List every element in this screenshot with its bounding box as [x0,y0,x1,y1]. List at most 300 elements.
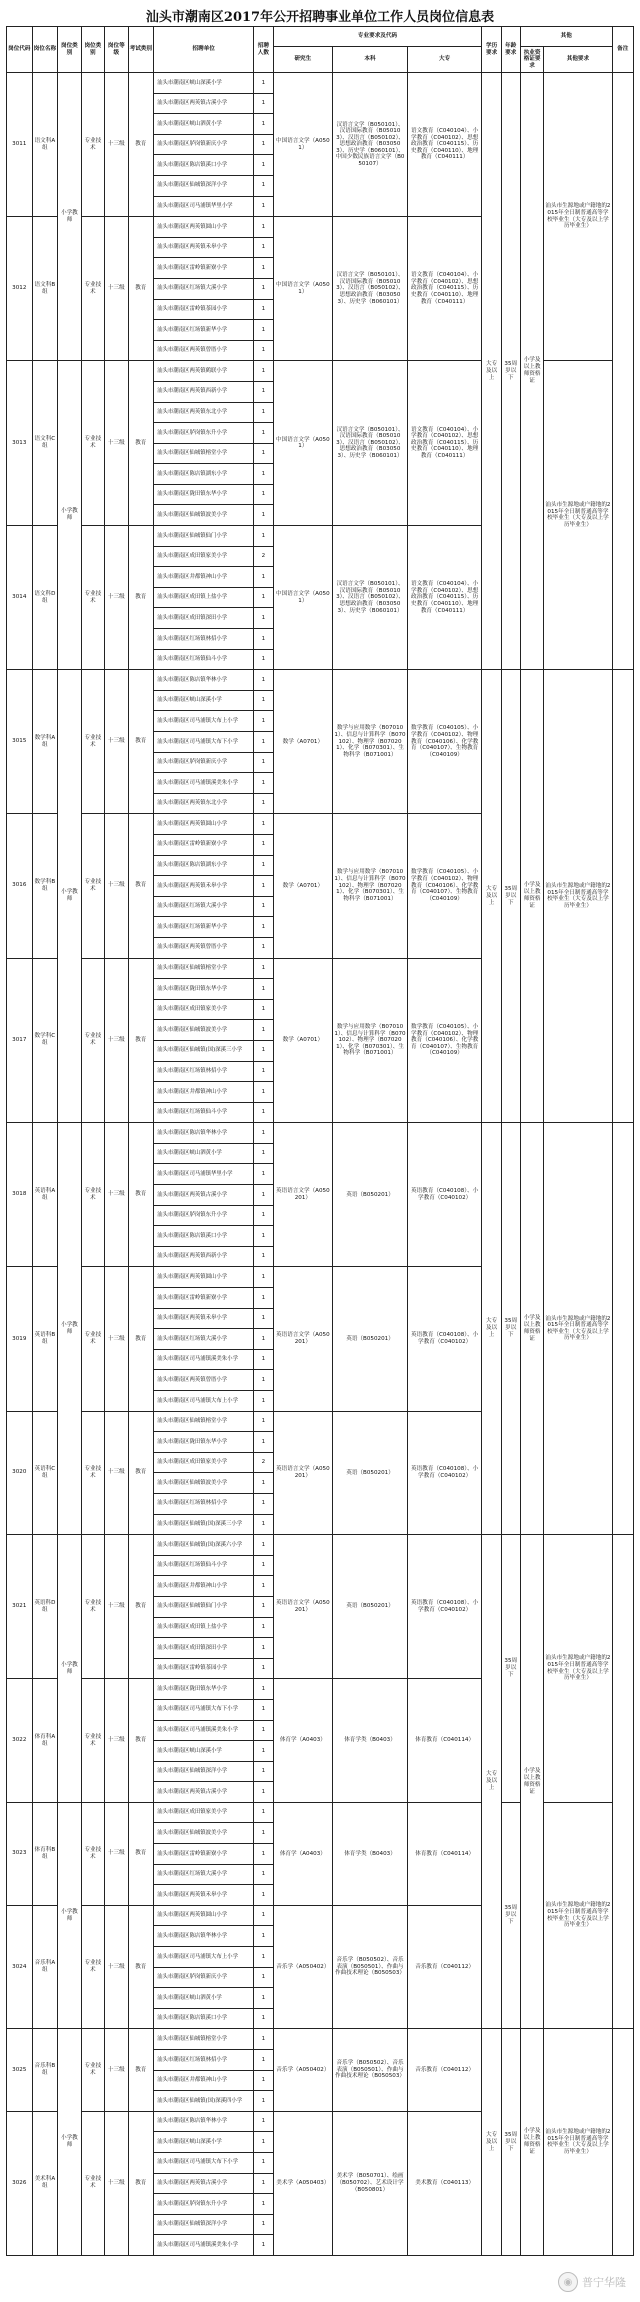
other-req: 汕头市生源地或户籍地的2015年全日制普通高等学校毕业生（大专及以上学历毕业生） [544,1802,612,2029]
cert-req: 小学及以上教师资格证 [520,1123,543,1535]
post-type: 小学教师 [58,361,81,670]
unit-count: 1 [254,2029,273,2050]
unit-count: 1 [254,2111,273,2132]
unit-count: 1 [254,649,273,670]
major-college: 数学教育（C040105）、小学教育（C040102）、物理教育（C040106）、化学教育（C040107）、生物教育（C040109） [407,814,482,958]
unit-name: 汕头市潮南区两英镇曾厝小学 [154,1370,254,1391]
post-name: 英语科A组 [32,1123,58,1267]
header-unit: 招聘单位 [154,27,254,73]
header-college: 大专 [407,47,482,73]
post-level: 十三级 [105,1679,128,1803]
unit-name: 汕头市潮南区雷岭镇新寮小学 [154,834,254,855]
unit-count: 1 [254,381,273,402]
unit-count: 1 [254,1370,273,1391]
unit-name: 汕头市潮南区胪岗镇东升小学 [154,2194,254,2215]
unit-count: 2 [254,546,273,567]
age-req: 35周岁以下 [501,1123,520,1535]
unit-name: 汕头市潮南区红场镇仙斗小学 [154,1102,254,1123]
edu-req: 大专及以上 [482,1123,501,1535]
unit-name: 汕头市潮南区成田镇家美小学 [154,546,254,567]
unit-name: 汕头市潮南区峡山深溪小学 [154,2132,254,2153]
unit-count: 1 [254,752,273,773]
major-college: 体育教育（C040114） [407,1679,482,1803]
major-bachelor: 音乐学（B050502）、音乐表演（B050501）、作曲与作曲技术理论（B050503） [333,1905,408,2029]
post-category: 专业技术 [81,73,104,217]
unit-count: 1 [254,1205,273,1226]
other-req: 汕头市生源地或户籍地的2015年全日制普通高等学校毕业生（大专及以上学历毕业生） [544,73,612,361]
unit-name: 汕头市潮南区两英镇禾皋小学 [154,237,254,258]
unit-name: 汕头市潮南区陈店镇华林小学 [154,1123,254,1144]
unit-name: 汕头市潮南区两英镇曾厝小学 [154,340,254,361]
post-exam: 教育 [128,1905,154,2029]
post-name: 数学科C组 [32,958,58,1123]
unit-name: 汕头市潮南区峡山泗黄小学 [154,1143,254,1164]
unit-name: 汕头市潮南区两英镇禾皋小学 [154,1308,254,1329]
unit-count: 1 [254,1143,273,1164]
unit-count: 1 [254,876,273,897]
unit-count: 1 [254,1988,273,2009]
remark [612,73,633,670]
unit-name: 汕头市潮南区峡山泗黄小学 [154,114,254,135]
major-bachelor: 英语（B050201） [333,1535,408,1679]
watermark [558,2272,626,2292]
unit-name: 汕头市潮南区两英镇古溪小学 [154,1782,254,1803]
post-code: 3025 [7,2029,33,2111]
post-exam: 教育 [128,361,154,526]
unit-name: 汕头市潮南区峡山深溪小学 [154,73,254,94]
unit-count: 1 [254,1761,273,1782]
major-grad: 中国语言文学（A0501） [273,217,333,361]
unit-name: 汕头市潮南区司马浦镇大布下小学 [154,2152,254,2173]
post-level: 十三级 [105,958,128,1123]
unit-count: 1 [254,134,273,155]
unit-name: 汕头市潮南区陈店镇溪口小学 [154,155,254,176]
major-grad: 英语语言文学（A050201） [273,1267,333,1411]
unit-count: 1 [254,1040,273,1061]
unit-name: 汕头市潮南区井都镇神山小学 [154,567,254,588]
post-level: 十三级 [105,1267,128,1411]
major-grad: 中国语言文学（A0501） [273,361,333,526]
unit-count: 1 [254,1308,273,1329]
post-code: 3020 [7,1411,33,1535]
unit-name: 汕头市潮南区司马浦镇溪美朱小学 [154,2235,254,2256]
unit-count: 1 [254,855,273,876]
edu-req: 大专及以上 [482,73,501,670]
post-name: 英语科B组 [32,1267,58,1411]
unit-name: 汕头市潮南区两英镇古溪小学 [154,1185,254,1206]
post-name: 语文科C组 [32,361,58,526]
unit-count: 1 [254,2214,273,2235]
unit-count: 1 [254,773,273,794]
edu-req: 大专及以上 [482,2029,501,2256]
unit-count: 1 [254,917,273,938]
unit-name: 汕头市潮南区红场镇大溪小学 [154,278,254,299]
unit-count: 1 [254,732,273,753]
unit-count: 1 [254,834,273,855]
major-college: 语文教育（C040104）、小学教育（C040102）、思想政治教育（C040115）、历史教育（C040110）、地理教育（C040111） [407,217,482,361]
unit-count: 1 [254,1473,273,1494]
post-level: 十三级 [105,1411,128,1535]
unit-count: 1 [254,1514,273,1535]
table-row [7,1535,634,1556]
unit-name: 汕头市潮南区两英镇圆山小学 [154,217,254,238]
cert-req: 小学及以上教师资格证 [520,670,543,1123]
unit-count: 1 [254,1020,273,1041]
unit-name: 汕头市潮南区仙城镇波美小学 [154,505,254,526]
unit-count: 1 [254,1679,273,1700]
major-college: 数学教育（C040105）、小学教育（C040102）、物理教育（C040106）、化学教育（C040107）、生物教育（C040109） [407,670,482,814]
unit-name: 汕头市潮南区司马浦镇大布下小学 [154,732,254,753]
unit-count: 1 [254,1823,273,1844]
unit-name: 汕头市潮南区仙城镇(国)深溪三小学 [154,1514,254,1535]
unit-name: 汕头市潮南区红场镇新华小学 [154,917,254,938]
unit-count: 1 [254,2152,273,2173]
table-body [7,73,634,2256]
major-bachelor: 音乐学（B050502）、音乐表演（B050501）、作曲与作曲技术理论（B050503） [333,2029,408,2111]
post-code: 3014 [7,526,33,670]
remark [612,670,633,1123]
unit-count: 1 [254,217,273,238]
major-bachelor: 汉语言文学（B050101）、汉语国际教育（B050103）、汉语言（B050102）、思想政治教育（B030503）、历史学（B060101）、中国少数民族语言文学（B050107） [333,73,408,217]
header-code: 岗位代码 [7,27,33,73]
unit-name: 汕头市潮南区成田镇上盐小学 [154,587,254,608]
edu-req: 大专及以上 [482,1535,501,2029]
unit-name: 汕头市潮南区两英镇东北小学 [154,793,254,814]
unit-count: 1 [254,2050,273,2071]
unit-name: 汕头市潮南区两英镇西新小学 [154,381,254,402]
major-grad: 体育学（A0403） [273,1802,333,1905]
unit-name: 汕头市潮南区成田镇家美小学 [154,999,254,1020]
header-category: 岗位类别 [81,27,104,73]
unit-name: 汕头市潮南区井都镇神山小学 [154,1082,254,1103]
unit-name: 汕头市潮南区司马浦镇大布上小学 [154,1947,254,1968]
post-category: 专业技术 [81,2029,104,2111]
unit-count: 1 [254,1226,273,1247]
unit-count: 1 [254,1905,273,1926]
post-type: 小学教师 [58,670,81,1123]
major-college: 数学教育（C040105）、小学教育（C040102）、物理教育（C040106）、化学教育（C040107）、生物教育（C040109） [407,958,482,1123]
unit-count: 1 [254,1638,273,1659]
post-level: 十三级 [105,2111,128,2255]
header-cert: 执业资格证要求 [520,47,543,73]
post-code: 3026 [7,2111,33,2255]
unit-name: 汕头市潮南区两英镇西新小学 [154,1246,254,1267]
unit-count: 1 [254,2070,273,2091]
post-name: 语文科B组 [32,217,58,361]
unit-count: 1 [254,979,273,1000]
post-exam: 教育 [128,1411,154,1535]
major-grad: 中国语言文学（A0501） [273,73,333,217]
post-category: 专业技术 [81,1802,104,1905]
major-college: 美术教育（C040113） [407,2111,482,2255]
post-code: 3018 [7,1123,33,1267]
other-req: 汕头市生源地或户籍地的2015年全日制普通高等学校毕业生（大专及以上学历毕业生） [544,1123,612,1535]
post-code: 3011 [7,73,33,217]
unit-count: 1 [254,464,273,485]
unit-count: 1 [254,1596,273,1617]
post-type: 小学教师 [58,73,81,361]
unit-count: 1 [254,1720,273,1741]
unit-name: 汕头市潮南区司马浦镇大布上小学 [154,711,254,732]
unit-name: 汕头市潮南区成田镇上盐小学 [154,1617,254,1638]
post-name: 英语科D组 [32,1535,58,1679]
unit-name: 汕头市潮南区司马浦镇华里小学 [154,1164,254,1185]
unit-name: 汕头市潮南区陇田镇东华小学 [154,1432,254,1453]
unit-count: 1 [254,587,273,608]
unit-count: 1 [254,237,273,258]
unit-name: 汕头市潮南区峡山深溪小学 [154,1741,254,1762]
major-bachelor: 汉语言文学（B050101）、汉语国际教育（B050103）、汉语言（B050102）、思想政治教育（B030503）、历史学（B060101） [333,361,408,526]
unit-count: 1 [254,670,273,691]
other-req: 汕头市生源地或户籍地的2015年全日制普通高等学校毕业生（大专及以上学历毕业生） [544,2029,612,2256]
major-bachelor: 数学与应用数学（B070101）、信息与计算科学（B070102）、物理学（B070201）、化学（B070301）、生物科学（B071001） [333,670,408,814]
post-level: 十三级 [105,526,128,670]
post-type: 小学教师 [58,2029,81,2256]
post-code: 3024 [7,1905,33,2029]
post-category: 专业技术 [81,814,104,958]
unit-name: 汕头市潮南区井都镇神山小学 [154,2070,254,2091]
post-name: 体育科A组 [32,1679,58,1803]
unit-name: 汕头市潮南区仙城镇仙门小学 [154,1596,254,1617]
unit-name: 汕头市潮南区红场镇林招小学 [154,629,254,650]
unit-name: 汕头市潮南区红场镇林招小学 [154,2050,254,2071]
unit-count: 1 [254,1617,273,1638]
unit-count: 1 [254,1102,273,1123]
unit-name: 汕头市潮南区陇田镇东华小学 [154,1679,254,1700]
unit-count: 1 [254,999,273,1020]
unit-name: 汕头市潮南区陈店镇溪口小学 [154,2008,254,2029]
post-level: 十三级 [105,1123,128,1267]
major-college: 语文教育（C040104）、小学教育（C040102）、思想政治教育（C040115）、历史教育（C040110）、地理教育（C040111） [407,361,482,526]
unit-count: 1 [254,1967,273,1988]
post-type: 小学教师 [58,1535,81,1803]
post-exam: 教育 [128,1535,154,1679]
unit-name: 汕头市潮南区峡山深溪小学 [154,690,254,711]
unit-name: 汕头市潮南区井都镇神山小学 [154,1576,254,1597]
unit-name: 汕头市潮南区仙城镇深洋小学 [154,1761,254,1782]
post-code: 3013 [7,361,33,526]
post-category: 专业技术 [81,217,104,361]
unit-count: 1 [254,1885,273,1906]
unit-count: 1 [254,2173,273,2194]
table-row [7,2029,634,2050]
unit-count: 1 [254,175,273,196]
remark [612,1535,633,2029]
unit-name: 汕头市潮南区仙城镇波美小学 [154,1473,254,1494]
unit-count: 1 [254,1164,273,1185]
unit-count: 2 [254,1452,273,1473]
unit-name: 汕头市潮南区司马浦镇大布上小学 [154,1391,254,1412]
unit-count: 1 [254,443,273,464]
post-level: 十三级 [105,73,128,217]
unit-name: 汕头市潮南区两英镇圆山小学 [154,1267,254,1288]
header-type: 岗位类别 [58,27,81,73]
unit-count: 1 [254,1555,273,1576]
unit-name: 汕头市潮南区红场镇林招小学 [154,1061,254,1082]
unit-count: 1 [254,1864,273,1885]
unit-count: 1 [254,1329,273,1350]
post-level: 十三级 [105,2029,128,2111]
unit-count: 1 [254,1658,273,1679]
unit-count: 1 [254,958,273,979]
unit-count: 1 [254,1349,273,1370]
unit-count: 1 [254,896,273,917]
unit-name: 汕头市潮南区胪岗镇东升小学 [154,1205,254,1226]
major-college: 英语教育（C040108）、小学教育（C040102） [407,1411,482,1535]
cert-req: 小学及以上教师资格证 [520,73,543,670]
post-code: 3022 [7,1679,33,1803]
unit-name: 汕头市潮南区红场镇大溪小学 [154,896,254,917]
unit-count: 1 [254,1782,273,1803]
unit-name: 汕头市潮南区司马浦镇溪美朱小学 [154,773,254,794]
unit-count: 1 [254,114,273,135]
watermark-text: 普宁华隆 [582,2276,626,2289]
unit-count: 1 [254,196,273,217]
major-bachelor: 体育学类（B0403） [333,1802,408,1905]
unit-name: 汕头市潮南区仙城镇深洋小学 [154,2214,254,2235]
major-college: 体育教育（C040114） [407,1802,482,1905]
post-exam: 教育 [128,670,154,814]
unit-count: 1 [254,608,273,629]
unit-count: 1 [254,937,273,958]
post-exam: 教育 [128,526,154,670]
unit-name: 汕头市潮南区仙城镇波美小学 [154,1020,254,1041]
post-category: 专业技术 [81,1123,104,1267]
unit-count: 1 [254,1123,273,1144]
unit-name: 汕头市潮南区仙城镇波美小学 [154,1823,254,1844]
age-req: 35周岁以下 [501,670,520,1123]
post-category: 专业技术 [81,361,104,526]
other-req: 汕头市生源地或户籍地的2015年全日制普通高等学校毕业生（大专及以上学历毕业生） [544,1535,612,1803]
unit-count: 1 [254,1267,273,1288]
post-name: 体育科B组 [32,1802,58,1905]
remark [612,2029,633,2256]
post-exam: 教育 [128,958,154,1123]
post-code: 3019 [7,1267,33,1411]
age-req: 35周岁以下 [501,1535,520,1803]
post-type: 小学教师 [58,1123,81,1535]
other-req: 汕头市生源地或户籍地的2015年全日制普通高等学校毕业生（大专及以上学历毕业生） [544,361,612,670]
unit-count: 1 [254,2194,273,2215]
major-bachelor: 英语（B050201） [333,1123,408,1267]
unit-name: 汕头市潮南区雷岭镇新寮小学 [154,1844,254,1865]
unit-name: 汕头市潮南区成田镇家美小学 [154,1802,254,1823]
cert-req: 小学及以上教师资格证 [520,2029,543,2256]
unit-name: 汕头市潮南区陈店镇溪口小学 [154,1226,254,1247]
post-category: 专业技术 [81,1905,104,2029]
unit-count: 1 [254,505,273,526]
remark [612,1123,633,1535]
unit-name: 汕头市潮南区仙城镇榕堂小学 [154,958,254,979]
unit-name: 汕头市潮南区司马浦镇华里小学 [154,196,254,217]
major-grad: 数学（A0701） [273,958,333,1123]
unit-name: 汕头市潮南区仙城镇深洋小学 [154,175,254,196]
table-row [7,1123,634,1144]
post-name: 音乐科B组 [32,2029,58,2111]
header-grad: 研究生 [273,47,333,73]
post-code: 3012 [7,217,33,361]
header-edu: 学历要求 [482,27,501,73]
major-bachelor: 汉语言文学（B050101）、汉语国际教育（B050103）、汉语言（B050102）、思想政治教育（B030503）、历史学（B060101） [333,217,408,361]
unit-count: 1 [254,1493,273,1514]
unit-name: 汕头市潮南区两英镇禾皋小学 [154,876,254,897]
unit-name: 汕头市潮南区陈店镇华林小学 [154,1926,254,1947]
unit-name: 汕头市潮南区峡山泗黄小学 [154,1988,254,2009]
unit-count: 1 [254,278,273,299]
unit-count: 1 [254,526,273,547]
post-exam: 教育 [128,1802,154,1905]
post-category: 专业技术 [81,526,104,670]
unit-count: 1 [254,320,273,341]
unit-name: 汕头市潮南区仙城镇榕堂小学 [154,2029,254,2050]
major-college: 语文教育（C040104）、小学教育（C040102）、思想政治教育（C040115）、历史教育（C040110）、地理教育（C040111） [407,526,482,670]
post-category: 专业技术 [81,958,104,1123]
unit-name: 汕头市潮南区胪岗镇新庆小学 [154,134,254,155]
edu-req: 大专及以上 [482,670,501,1123]
major-college: 英语教育（C040108）、小学教育（C040102） [407,1123,482,1267]
major-grad: 英语语言文学（A050201） [273,1411,333,1535]
post-name: 数学科A组 [32,670,58,814]
unit-count: 1 [254,1802,273,1823]
unit-name: 汕头市潮南区红场镇林招小学 [154,1493,254,1514]
unit-name: 汕头市潮南区红场镇大溪小学 [154,1329,254,1350]
unit-name: 汕头市潮南区红场镇新华小学 [154,320,254,341]
major-bachelor: 数学与应用数学（B070101）、信息与计算科学（B070102）、物理学（B070201）、化学（B070301）、生物科学（B071001） [333,958,408,1123]
unit-name: 汕头市潮南区两英镇古溪小学 [154,2173,254,2194]
major-grad: 音乐学（A050402） [273,2029,333,2111]
unit-count: 1 [254,793,273,814]
unit-name: 汕头市潮南区红场镇大溪小学 [154,1864,254,1885]
major-grad: 美术学（A050403） [273,2111,333,2255]
post-category: 专业技术 [81,670,104,814]
post-level: 十三级 [105,670,128,814]
unit-name: 汕头市潮南区仙城镇仙门小学 [154,526,254,547]
unit-name: 汕头市潮南区雷岭镇新寮小学 [154,258,254,279]
unit-name: 汕头市潮南区成田镇深田小学 [154,608,254,629]
post-exam: 教育 [128,2029,154,2111]
job-table [6,26,634,2256]
header-major: 专业要求及代码 [273,27,482,47]
unit-count: 1 [254,423,273,444]
unit-count: 1 [254,484,273,505]
post-exam: 教育 [128,217,154,361]
table-row [7,73,634,94]
post-type: 小学教师 [58,1802,81,2029]
post-level: 十三级 [105,1535,128,1679]
major-bachelor: 体育学类（B0403） [333,1679,408,1803]
unit-count: 1 [254,2008,273,2029]
major-bachelor: 数学与应用数学（B070101）、信息与计算科学（B070102）、物理学（B070201）、化学（B070301）、生物科学（B071001） [333,814,408,958]
major-college: 英语教育（C040108）、小学教育（C040102） [407,1535,482,1679]
unit-name: 汕头市潮南区雷岭镇新寮小学 [154,1288,254,1309]
post-exam: 教育 [128,1679,154,1803]
unit-name: 汕头市潮南区陇田镇东华小学 [154,979,254,1000]
unit-name: 汕头市潮南区红场镇仙斗小学 [154,649,254,670]
unit-name: 汕头市潮南区成田镇家美小学 [154,1452,254,1473]
unit-count: 1 [254,1432,273,1453]
unit-name: 汕头市潮南区两英镇圆山小学 [154,1905,254,1926]
unit-name: 汕头市潮南区仙城镇榕堂小学 [154,1411,254,1432]
major-bachelor: 汉语言文学（B050101）、汉语国际教育（B050103）、汉语言（B050102）、思想政治教育（B030503）、历史学（B060101） [333,526,408,670]
header-remark: 备注 [612,27,633,73]
post-category: 专业技术 [81,1411,104,1535]
unit-count: 1 [254,258,273,279]
unit-name: 汕头市潮南区陇田镇东华小学 [154,484,254,505]
major-grad: 数学（A0701） [273,814,333,958]
header-bachelor: 本科 [333,47,408,73]
post-level: 十三级 [105,1905,128,2029]
post-name: 美术科A组 [32,2111,58,2255]
